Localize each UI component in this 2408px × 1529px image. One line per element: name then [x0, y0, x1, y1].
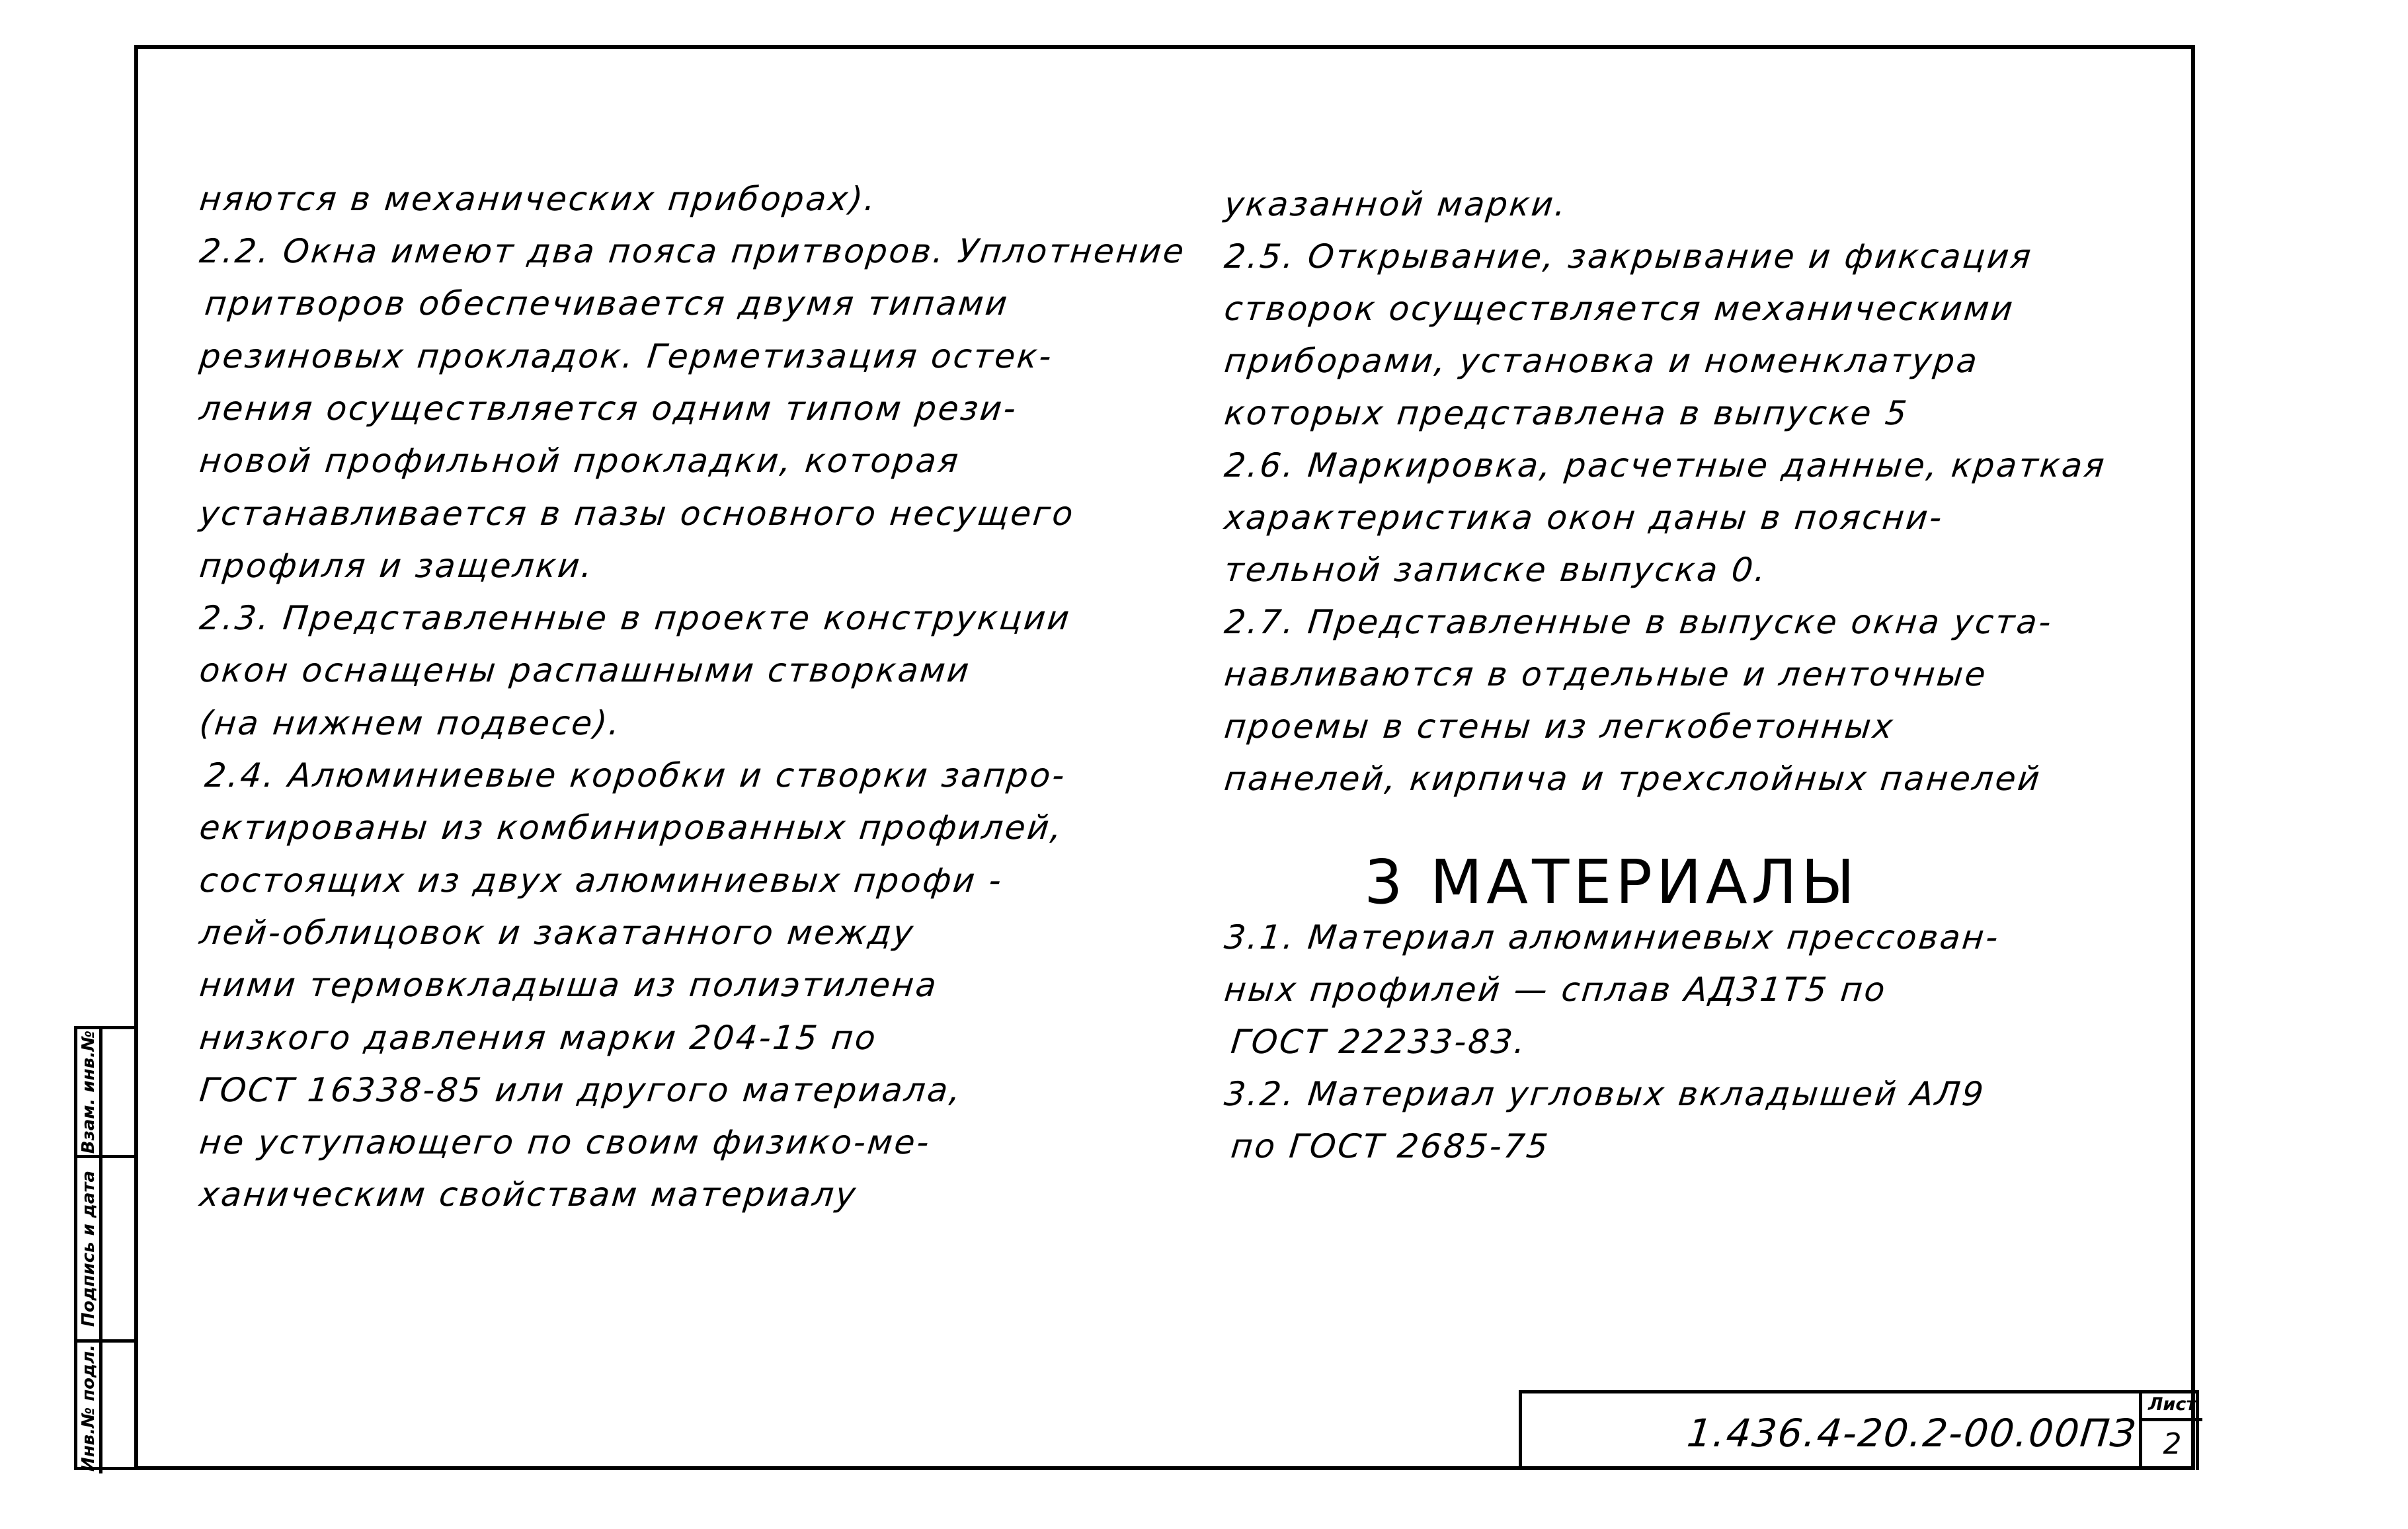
text-line: характеристика окон даны в поясни-	[1222, 498, 1946, 537]
text-line: окон оснащены распашными створками	[197, 651, 973, 689]
text-line: 3.1. Материал алюминиевых прессован-	[1222, 918, 2002, 957]
text-line: няются в механических приборах).	[197, 180, 879, 218]
stamp-label: Взам. инв.№	[78, 1030, 99, 1154]
text-line: низкого давления марки 204-15 по	[197, 1019, 879, 1057]
text-line: проемы в стены из легкобетонных	[1222, 707, 1897, 746]
text-line: 2.3. Представленные в проекте конструкции	[197, 599, 1073, 637]
text-line: створок осуществляется механическими	[1222, 290, 2017, 328]
text-line: 2.6. Маркировка, расчетные данные, краткая	[1222, 446, 2108, 485]
stamp-value	[102, 1158, 137, 1339]
text-line: 3.2. Материал угловых вкладышей АЛ9	[1222, 1075, 1987, 1113]
stamp-label: Подпись и дата	[78, 1170, 99, 1327]
text-line: ханическим свойствам материалу	[197, 1175, 860, 1214]
text-line: 2.2. Окна имеют два пояса притворов. Уплотнение	[197, 232, 1188, 270]
text-line: указанной марки.	[1222, 185, 1570, 223]
text-line: панелей, кирпича и трехслойных панелей	[1222, 760, 2044, 798]
text-line: 2.5. Открывание, закрывание и фиксация	[1222, 237, 2035, 276]
text-line: состоящих из двух алюминиевых профи -	[197, 861, 1006, 900]
stamp-value	[102, 1029, 137, 1155]
side-stamp	[74, 1026, 137, 1470]
sheet-number: 2	[2163, 1427, 2182, 1461]
stamp-row-signature-date	[77, 1158, 137, 1343]
text-line: ГОСТ 16338-85 или другого материала,	[197, 1071, 965, 1109]
title-block	[1519, 1390, 2199, 1470]
text-line: ектированы из комбинированных профилей,	[197, 808, 1066, 847]
text-line: профиля и защелки.	[197, 547, 596, 585]
text-line: 2.4. Алюминиевые коробки и створки запро-	[202, 756, 1068, 795]
text-line: навливаются в отдельные и ленточные	[1222, 655, 1989, 693]
text-line: тельной записке выпуска 0.	[1222, 551, 1769, 589]
sheet-label: Лист	[2142, 1390, 2202, 1421]
stamp-row-original-inventory	[77, 1343, 137, 1473]
text-line: по ГОСТ 2685-75	[1228, 1127, 1552, 1165]
text-line: 2.7. Представленные в выпуске окна уста-	[1222, 603, 2055, 641]
section-heading: 3 МАТЕРИАЛЫ	[1364, 847, 1859, 918]
text-line: (на нижнем подвесе).	[197, 704, 623, 742]
stamp-row-replacement-inventory	[77, 1029, 137, 1158]
text-line: притворов обеспечивается двумя типами	[202, 284, 1011, 323]
text-line: резиновых прокладок. Герметизация остек-	[197, 337, 1055, 375]
text-line: не уступающего по своим физико-ме-	[197, 1123, 933, 1161]
document-code: 1.436.4-20.2-00.00ПЗ	[1685, 1411, 2139, 1456]
text-line: приборами, установка и номенклатура	[1222, 342, 1981, 380]
text-line: ними термовкладыша из полиэтилена	[197, 966, 940, 1004]
text-line: ления осуществляется одним типом рези-	[197, 389, 1020, 428]
text-line: ГОСТ 22233-83.	[1228, 1023, 1529, 1061]
stamp-value	[102, 1343, 137, 1473]
text-line: лей-облицовок и закатанного между	[197, 914, 917, 952]
text-line: устанавливается в пазы основного несущего	[197, 494, 1077, 533]
text-line: ных профилей — сплав АД31Т5 по	[1222, 970, 1889, 1009]
text-line: которых представлена в выпуске 5	[1222, 394, 1911, 432]
stamp-label: Инв.№ подл.	[78, 1344, 99, 1472]
text-line: новой профильной прокладки, которая	[197, 442, 962, 480]
sheet-cell	[2139, 1390, 2202, 1470]
